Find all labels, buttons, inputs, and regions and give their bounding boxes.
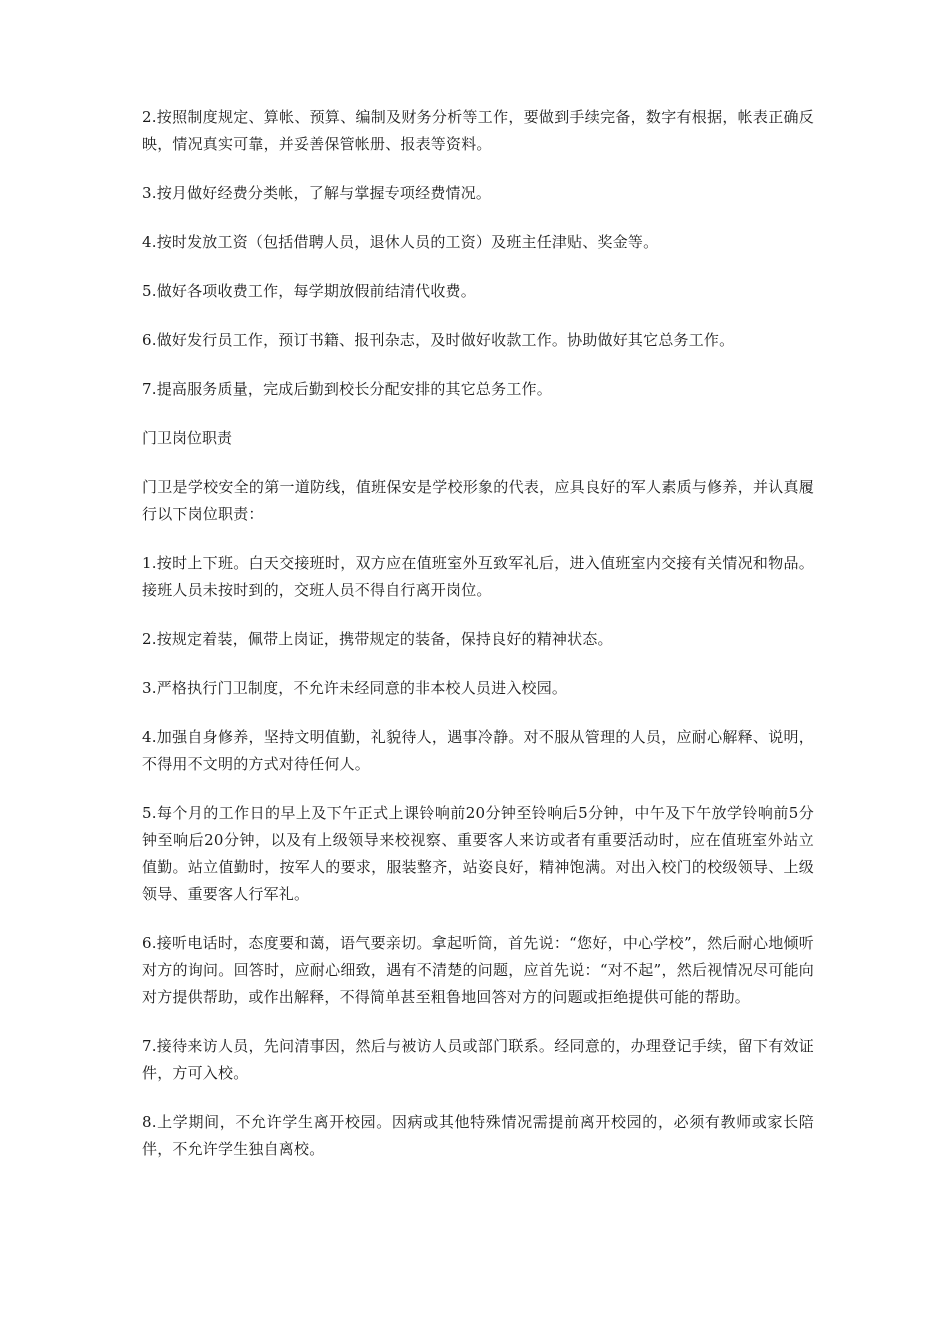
paragraph-item: 8.上学期间，不允许学生离开校园。因病或其他特殊情况需提前离开校园的，必须有教师或家长陪伴，不允许学生独自离校。 <box>142 1113 814 1158</box>
paragraph-item: 5.做好各项收费工作，每学期放假前结清代收费。 <box>142 282 476 300</box>
paragraph-item: 2.按规定着装，佩带上岗证，携带规定的装备，保持良好的精神状态。 <box>142 630 613 648</box>
paragraph-item: 7.提高服务质量，完成后勤到校长分配安排的其它总务工作。 <box>142 380 552 398</box>
section-title: 门卫岗位职责 <box>142 429 233 447</box>
paragraph-item: 7.接待来访人员，先问清事因，然后与被访人员或部门联系。经同意的，办理登记手续，留下有效证件，方可入校。 <box>142 1037 814 1082</box>
paragraph-item: 6.做好发行员工作，预订书籍、报刊杂志，及时做好收款工作。协助做好其它总务工作。 <box>142 331 735 349</box>
paragraph-item: 1.按时上下班。白天交接班时，双方应在值班室外互致军礼后，进入值班室内交接有关情况和物品。接班人员未按时到的，交班人员不得自行离开岗位。 <box>142 554 814 599</box>
paragraph-item: 2.按照制度规定、算帐、预算、编制及财务分析等工作，要做到手续完备，数字有根据，帐表正确反映，情况真实可靠，并妥善保管帐册、报表等资料。 <box>142 108 814 153</box>
paragraph-item: 4.按时发放工资（包括借聘人员，退休人员的工资）及班主任津贴、奖金等。 <box>142 233 659 251</box>
paragraph-item: 3.严格执行门卫制度，不允许未经同意的非本校人员进入校园。 <box>142 679 568 697</box>
paragraph-item: 6.接听电话时，态度要和蔼，语气要亲切。拿起听筒，首先说：“您好，中心学校”，然后耐心地倾听对方的询问。回答时，应耐心细致，遇有不清楚的问题，应首先说：“对不起”，然后视情况尽可能向对方提供帮助，或作出解释，不得简单甚至粗鲁地回答对方的问题或拒绝提供可能的帮助。 <box>142 934 814 1006</box>
section-intro: 门卫是学校安全的第一道防线，值班保安是学校形象的代表，应具良好的军人素质与修养，并认真履行以下岗位职责： <box>142 478 814 523</box>
paragraph-item: 5.每个月的工作日的早上及下午正式上课铃响前20分钟至铃响后5分钟，中午及下午放学铃响前5分钟至响后20分钟，以及有上级领导来校视察、重要客人来访或者有重要活动时，应在值班室外站立值勤。站立值勤时，按军人的要求，服装整齐，站姿良好，精神饱满。对出入校门的校级领导、上级领导、重要客人行军礼。 <box>142 804 814 903</box>
document-page <box>142 104 814 1185</box>
paragraph-item: 4.加强自身修养，坚持文明值勤，礼貌待人，遇事冷静。对不服从管理的人员，应耐心解释、说明，不得用不文明的方式对待任何人。 <box>142 728 814 773</box>
paragraph-item: 3.按月做好经费分类帐，了解与掌握专项经费情况。 <box>142 184 492 202</box>
